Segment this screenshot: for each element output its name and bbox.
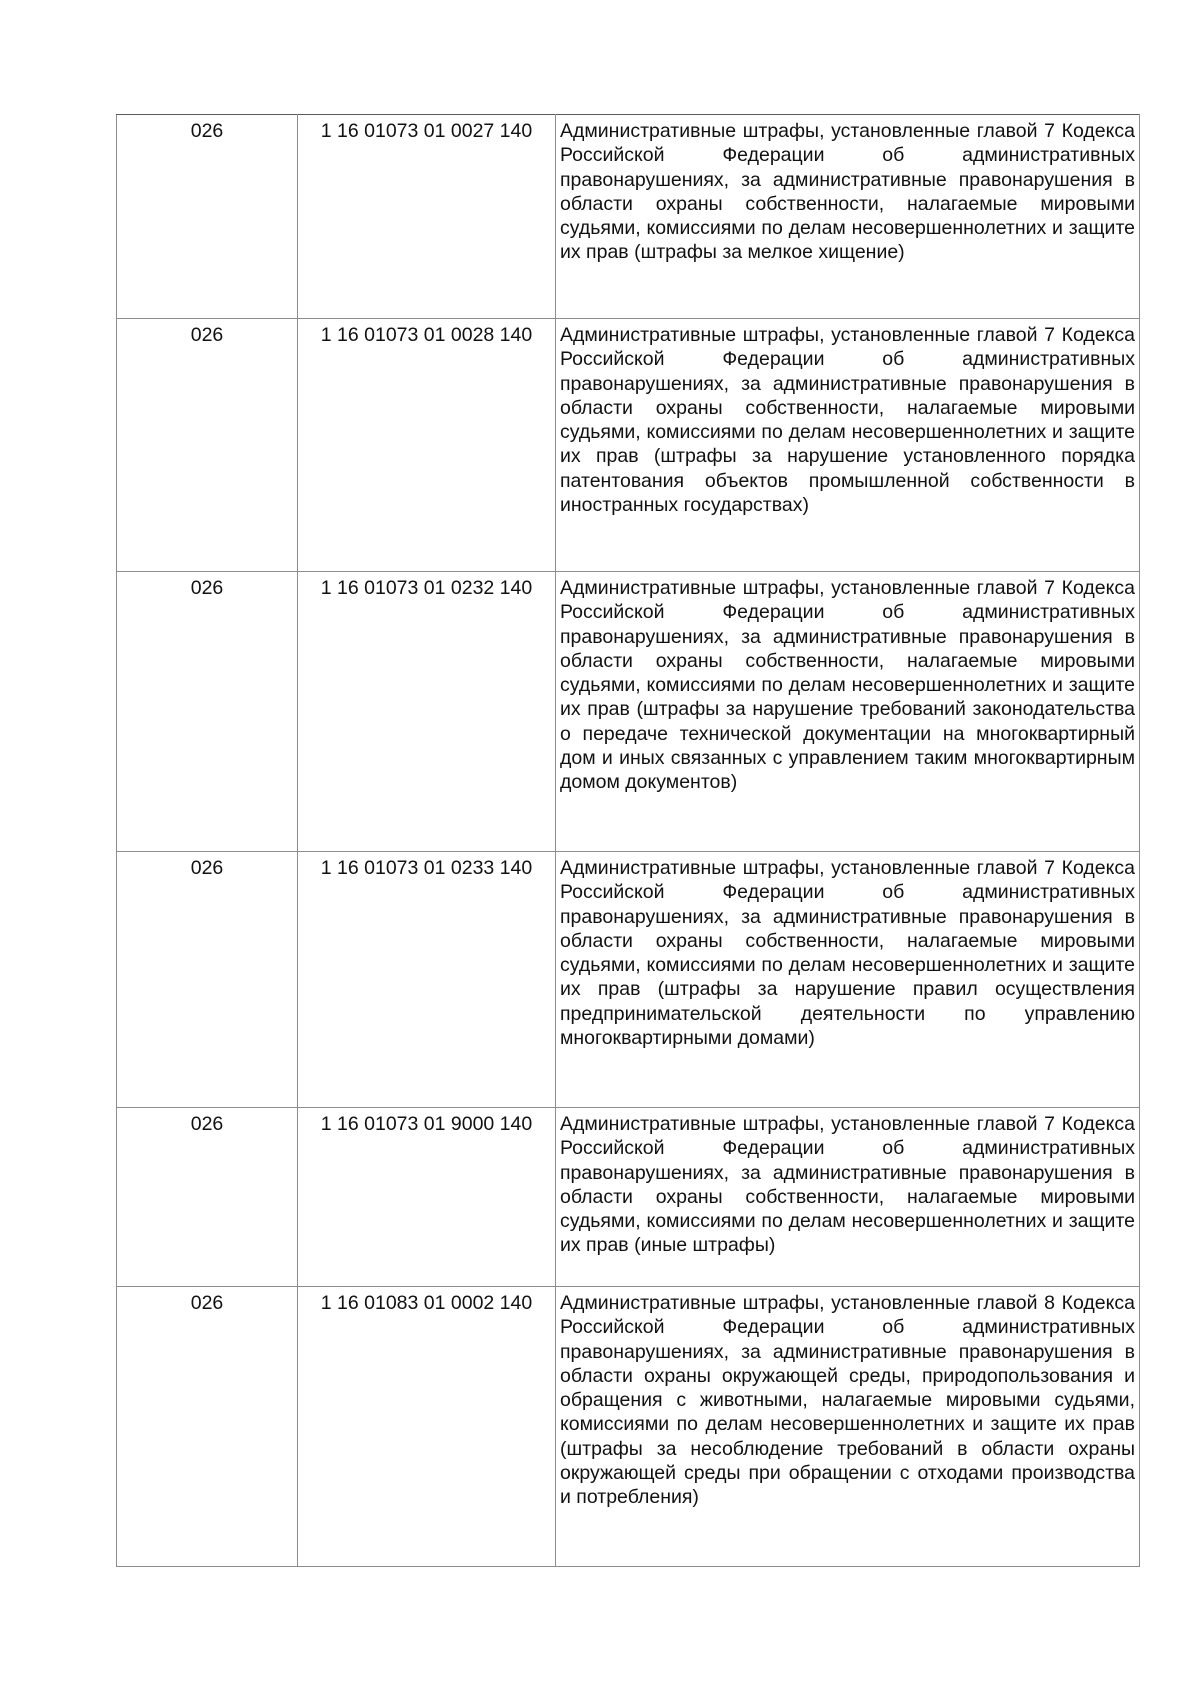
budget-code-cell: 1 16 01073 01 0028 140 bbox=[298, 319, 556, 572]
description-cell: Административные штрафы, установленные главой 7 Кодекса Российской Федерации об административных правонарушениях, за административные правонарушения в области охраны собственности, налагаемые мировыми судьями, комиссиями по делам несовершеннолетних и защите их прав (штрафы за нарушение требований законодательства о передаче технической документации на многоквартирный дом и иных связанных с управлением таким многоквартирным домом документов) bbox=[556, 572, 1140, 852]
table-row bbox=[117, 1287, 1140, 1567]
budget-code-cell: 1 16 01073 01 0233 140 bbox=[298, 852, 556, 1108]
budget-code-cell: 1 16 01073 01 9000 140 bbox=[298, 1108, 556, 1287]
fines-table bbox=[116, 114, 1140, 1567]
admin-code-cell: 026 bbox=[117, 1287, 298, 1567]
description-cell: Административные штрафы, установленные главой 7 Кодекса Российской Федерации об административных правонарушениях, за административные правонарушения в области охраны собственности, налагаемые мировыми судьями, комиссиями по делам несовершеннолетних и защите их прав (штрафы за нарушение установленного порядка патентования объектов промышленной собственности в иностранных государствах) bbox=[556, 319, 1140, 572]
budget-code-cell: 1 16 01083 01 0002 140 bbox=[298, 1287, 556, 1567]
description-cell: Административные штрафы, установленные главой 8 Кодекса Российской Федерации об административных правонарушениях, за административные правонарушения в области охраны окружающей среды, природопользования и обращения с животными, налагаемые мировыми судьями, комиссиями по делам несовершеннолетних и защите их прав (штрафы за несоблюдение требований в области охраны окружающей среды при обращении с отходами производства и потребления) bbox=[556, 1287, 1140, 1567]
table-row bbox=[117, 319, 1140, 572]
table-row bbox=[117, 572, 1140, 852]
description-cell: Административные штрафы, установленные главой 7 Кодекса Российской Федерации об административных правонарушениях, за административные правонарушения в области охраны собственности, налагаемые мировыми судьями, комиссиями по делам несовершеннолетних и защите их прав (штрафы за нарушение правил осуществления предпринимательской деятельности по управлению многоквартирными домами) bbox=[556, 852, 1140, 1108]
admin-code-cell: 026 bbox=[117, 852, 298, 1108]
table-row bbox=[117, 852, 1140, 1108]
budget-code-cell: 1 16 01073 01 0232 140 bbox=[298, 572, 556, 852]
description-cell: Административные штрафы, установленные главой 7 Кодекса Российской Федерации об административных правонарушениях, за административные правонарушения в области охраны собственности, налагаемые мировыми судьями, комиссиями по делам несовершеннолетних и защите их прав (штрафы за мелкое хищение) bbox=[556, 115, 1140, 319]
admin-code-cell: 026 bbox=[117, 319, 298, 572]
admin-code-cell: 026 bbox=[117, 572, 298, 852]
table-row bbox=[117, 1108, 1140, 1287]
description-cell: Административные штрафы, установленные главой 7 Кодекса Российской Федерации об административных правонарушениях, за административные правонарушения в области охраны собственности, налагаемые мировыми судьями, комиссиями по делам несовершеннолетних и защите их прав (иные штрафы) bbox=[556, 1108, 1140, 1287]
table-row bbox=[117, 115, 1140, 319]
admin-code-cell: 026 bbox=[117, 115, 298, 319]
budget-code-cell: 1 16 01073 01 0027 140 bbox=[298, 115, 556, 319]
admin-code-cell: 026 bbox=[117, 1108, 298, 1287]
